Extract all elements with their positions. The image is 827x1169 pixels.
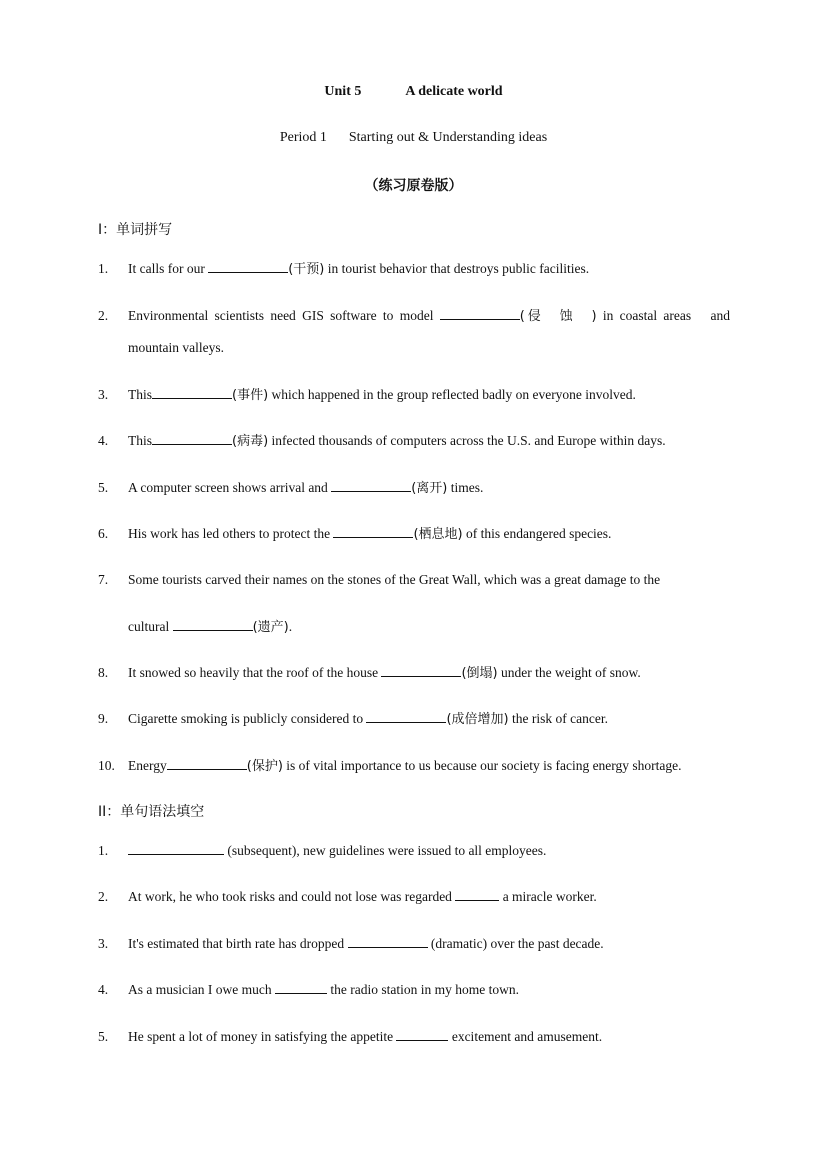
- page-title: [0, 84, 827, 100]
- period-label: Period 1: [279, 130, 327, 145]
- period-title: Starting out & Understanding ideas: [348, 130, 548, 145]
- edition-label: （练习原卷版）: [364, 178, 463, 194]
- answer-blank[interactable]: [348, 933, 428, 948]
- document-page: Unit 5 A delicate world Period 1 Starting out & Understanding ideas （练习原卷版） I：单词拼写 1. It calls for our (干预) in tourist behavior that destroys public facilities. 2. Environmental scientists need GIS software to model (侵 蚀 ) in coastal areas and mountain valleys. 3. This (事件) which happened in the group reflected badly on everyone involved. 4. This (病毒) infected thousands of computers across the U.S. and Europe within days. 5. A computer screen shows arrival and (离开) times. 6. His work has led others to protect the (栖息地) of this endangered species. 7. Some tourists carved their names on the stones of the Great Wall, which was a great damage to the cultural (遗产). 8. It snowed so heavily that the roof of the house (倒塌) under the weight of snow. 9. Cigarette smoking is publicly considered to (成倍增加) the risk of cancer. 10. Energy (保护) is of vital importance to us because our society is facing energy shortage. II：单句语法填空 1. (subsequent), new guidelines were issued to all employees. 2. At work, he who took risks and could not lose was regarded a miracle worker. 3. It's estimated that birth rate has dropped (dramatic) over the past decade. 4. As a musician I owe much the radio station in my home town. 5. He spent a lot of money in satisfying the appetite excitement and amusement.: [0, 0, 827, 1169]
- page-subtitle: [0, 130, 827, 146]
- answer-blank[interactable]: [128, 840, 224, 855]
- answer-blank[interactable]: [333, 523, 413, 538]
- answer-blank[interactable]: [440, 305, 520, 320]
- section-heading-grammar: II：单句语法填空: [98, 804, 205, 820]
- answer-blank[interactable]: [366, 708, 446, 723]
- answer-blank[interactable]: [167, 755, 247, 770]
- unit-title: A delicate world: [405, 84, 503, 99]
- answer-blank[interactable]: [208, 258, 288, 273]
- answer-blank[interactable]: [331, 477, 411, 492]
- answer-blank[interactable]: [173, 616, 253, 631]
- section-heading-vocabulary: I：单词拼写: [98, 222, 173, 238]
- answer-blank[interactable]: [396, 1026, 448, 1041]
- unit-label: Unit 5: [324, 84, 362, 99]
- answer-blank[interactable]: [455, 886, 499, 901]
- answer-blank[interactable]: [381, 662, 461, 677]
- answer-blank[interactable]: [275, 979, 327, 994]
- answer-blank[interactable]: [152, 384, 232, 399]
- answer-blank[interactable]: [152, 430, 232, 445]
